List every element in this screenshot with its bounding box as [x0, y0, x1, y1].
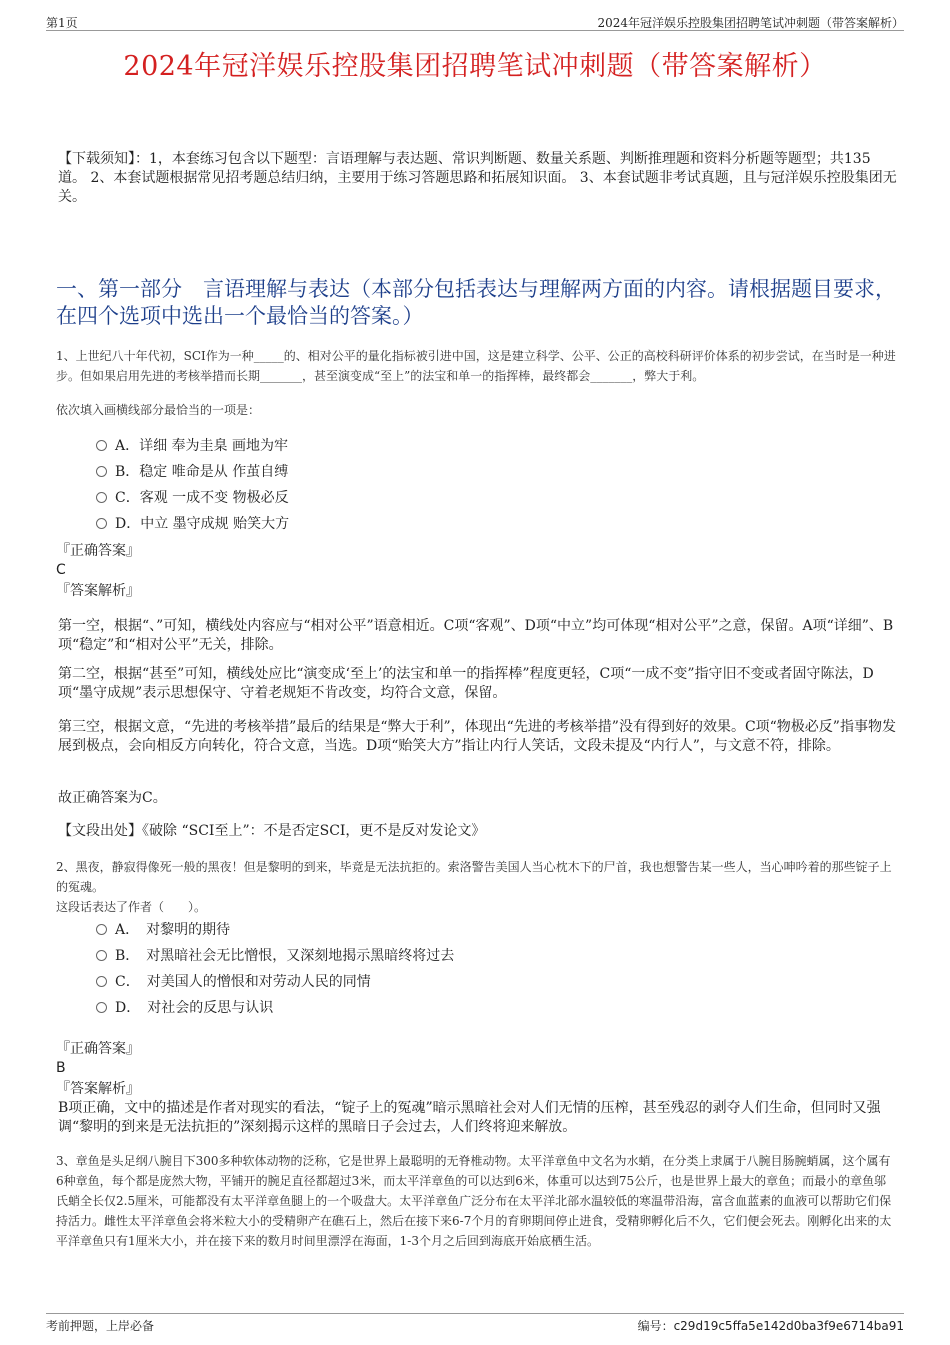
option-label: B．稳定 唯命是从 作茧自缚 [115, 464, 289, 480]
radio-icon[interactable] [96, 466, 107, 477]
option-label: A．详细 奉为圭臬 画地为牢 [115, 438, 289, 454]
q1-analysis-label: 『答案解析』 [56, 583, 140, 599]
radio-icon[interactable] [96, 518, 107, 529]
radio-icon[interactable] [96, 492, 107, 503]
option-label: C．客观 一成不变 物极必反 [115, 490, 289, 506]
q1-conclusion: 故正确答案为C。 [58, 790, 167, 806]
radio-icon[interactable] [96, 1002, 107, 1013]
option-label: D．中立 墨守成规 贻笑大方 [115, 516, 290, 532]
radio-icon[interactable] [96, 440, 107, 451]
q2-option-d[interactable] [96, 998, 273, 1018]
q1-answer-label: 『正确答案』 [56, 543, 140, 559]
q1-prompt: 依次填入画横线部分最恰当的一项是： [56, 403, 261, 417]
q2-option-b[interactable] [96, 946, 454, 966]
page-number: 第1页 [46, 16, 78, 30]
footer-code-label: 编号： [637, 1319, 674, 1333]
q1-source: 【文段出处】《破除 “SCI至上”：不是否定SCI，更不是反对发论文》 [58, 823, 486, 839]
page-header [46, 12, 904, 31]
option-label: A． 对黎明的期待 [115, 922, 231, 938]
q2-option-a[interactable] [96, 920, 230, 940]
option-label: B． 对黑暗社会无比憎恨，又深刻地揭示黑暗终将过去 [115, 948, 455, 964]
q1-answer: C [56, 562, 66, 578]
q1-analysis-2: 第二空，根据“甚至”可知，横线处应比“演变成‘至上’的法宝和单一的指挥棒”程度更轻，C项“一成不变”指守旧不变或者固守陈法，D项“墨守成规”表示思想保守、守着老规矩不肯改变，均符合文意，保留。 [58, 666, 874, 701]
q1-option-d[interactable] [96, 514, 289, 534]
q1-stem: 1、上世纪八十年代初，SCI作为一种_____的、相对公平的量化指标被引进中国，这是建立科学、公平、公正的高校科研评价体系的初步尝试，在当时是一种进步。但如果启用先进的考核举措而长期_______，甚至演变成“至上”的法宝和单一的指挥棒，最终都会_______，弊大于利。 [56, 349, 896, 383]
radio-icon[interactable] [96, 924, 107, 935]
q2-analysis: B项正确，文中的描述是作者对现实的看法，“锭子上的冤魂”暗示黑暗社会对人们无情的压榨，甚至残忍的剥夺人们生命，但同时又强调“黎明的到来是无法抗拒的”深刻揭示这样的黑暗日子会过去，人们终将迎来解放。 [58, 1100, 881, 1135]
option-label: C． 对美国人的憎恨和对劳动人民的同情 [115, 974, 371, 990]
page-footer [46, 1313, 904, 1332]
q2-answer-label: 『正确答案』 [56, 1041, 140, 1057]
q2-option-c[interactable] [96, 972, 371, 992]
document-title: 2024年冠洋娱乐控股集团招聘笔试冲刺题（带答案解析） [123, 51, 827, 82]
radio-icon[interactable] [96, 976, 107, 987]
q1-option-b[interactable] [96, 462, 288, 482]
q2-prompt: 这段话表达了作者（ ）。 [56, 900, 207, 914]
q1-analysis-1: 第一空，根据“、”可知，横线处内容应与“相对公平”语意相近。C项“客观”、D项“中立”均可体现“相对公平”之意，保留。A项“详细”、B项“稳定”和“相对公平”无关，排除。 [58, 618, 894, 653]
q2-stem: 2、黑夜，静寂得像死一般的黑夜！但是黎明的到来，毕竟是无法抗拒的。索洛警告美国人当心枕木下的尸首，我也想警告某一些人，当心呻吟着的那些锭子上的冤魂。 [56, 860, 892, 894]
radio-icon[interactable] [96, 950, 107, 961]
q2-answer: B [56, 1060, 66, 1076]
download-notice: 【下载须知】：1，本套练习包含以下题型：言语理解与表达题、常识判断题、数量关系题、判断推理题和资料分析题等题型；共135道。 2、本套试题根据常见招考题总结归纳，主要用于练习答题思路和拓展知识面。 3、本套试题非考试真题，且与冠洋娱乐控股集团无关。 [58, 151, 897, 205]
section-heading: 一、第一部分 言语理解与表达（本部分包括表达与理解两方面的内容。请根据题目要求，在四个选项中选出一个最恰当的答案。） [56, 277, 896, 328]
q1-option-a[interactable] [96, 436, 288, 456]
option-label: D． 对社会的反思与认识 [115, 1000, 274, 1016]
footer-slogan: 考前押题，上岸必备 [46, 1319, 155, 1333]
footer-code [638, 1317, 904, 1334]
header-doc-title: 2024年冠洋娱乐控股集团招聘笔试冲刺题（带答案解析） [597, 16, 904, 30]
q2-analysis-label: 『答案解析』 [56, 1081, 140, 1097]
footer-code-value: c29d19c5ffa5e142d0ba3f9e6714ba91 [673, 1319, 904, 1333]
q1-analysis-3: 第三空，根据文意，“先进的考核举措”最后的结果是“弊大于利”，体现出“先进的考核举措”没有得到好的效果。C项“物极必反”指事物发展到极点，会向相反方向转化，符合文意，当选。D项“贻笑大方”指让内行人笑话，文段未提及“内行人”，与文意不符，排除。 [58, 719, 896, 754]
q3-stem: 3、章鱼是头足纲八腕目下300多种软体动物的泛称，它是世界上最聪明的无脊椎动物。太平洋章鱼中文名为水蛸，在分类上隶属于八腕目肠腕蛸属，这个属有6种章鱼，每个都是庞然大物，平铺开的腕足直径都超过3米，而太平洋章鱼的可以达到6米，体重可以达到75公斤，也是世界上最大的章鱼；而最小的章鱼邬氏蛸全长仅2.5厘米，可能都没有太平洋章鱼腿上的一个吸盘大。太平洋章鱼广泛分布在太平洋北部水温较低的寒温带沿海，富含血蓝素的血液可以帮助它们保持活力。雌性太平洋章鱼会将米粒大小的受精卵产在礁石上，然后在接下来6-7个月的育卵期间停止进食，受精卵孵化后不久，它们便会死去。刚孵化出来的太平洋章鱼只有1厘米大小，并在接下来的数月时间里漂浮在海面，1-3个月之后回到海底开始底栖生活。 [56, 1154, 892, 1248]
q1-option-c[interactable] [96, 488, 289, 508]
